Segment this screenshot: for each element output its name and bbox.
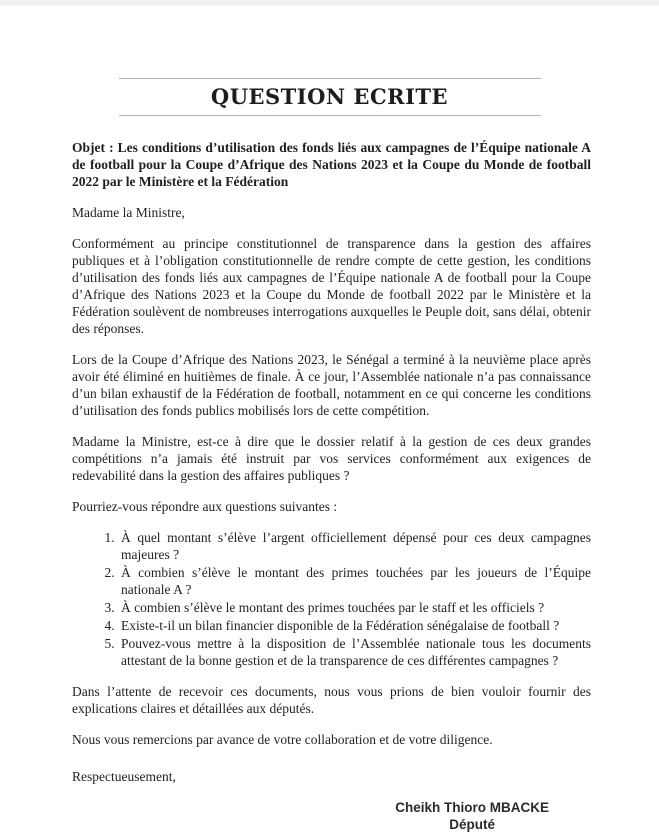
signature-name: Cheikh Thioro MBACKE xyxy=(395,800,549,816)
letter-body xyxy=(0,139,659,833)
subject-line: Objet : Les conditions d’utilisation des fonds liés aux campagnes de l’Équipe nationale A de football pour la Coupe d’Afrique des Nations 2023 et la Coupe du Monde de football 2022 par le Ministère et la Fédération xyxy=(72,140,591,190)
closing-paragraph: Dans l’attente de recevoir ces documents, nous vous prions de bien vouloir fournir des explications claires et détaillées aux députés. xyxy=(72,684,591,717)
paragraph: Conformément au principe constitutionnel de transparence dans la gestion des affaires publiques et à l’obligation constitutionnelle de rendre compte de cette gestion, les conditions d’utilisation des fonds liés aux campagnes de l’Équipe nationale A de football pour la Coupe d’Afrique des Nations 2023 et la Coupe du Monde de football 2022 par le Ministère et la Fédération soulèvent de nombreuses interrogations auxquelles le Peuple doit, sans délai, obtenir des réponses. xyxy=(72,236,591,337)
page-title: QUESTION ECRITE xyxy=(210,84,449,109)
paragraph: Lors de la Coupe d’Afrique des Nations 2023, le Sénégal a terminé à la neuvième place après avoir été éliminé en huitièmes de finale. À ce jour, l’Assemblée nationale n’a pas connaissance d’un bilan exhaustif de la Fédération de football, notamment en ce qui concerne les conditions d’utilisation des fonds publics mobilisés lors de cette compétition. xyxy=(72,352,591,419)
closing-paragraph: Nous vous remercions par avance de votre collaboration et de votre diligence. xyxy=(72,732,493,748)
question-item: 2. À combien s’élève le montant des primes touchées par les joueurs de l’Équipe nationale A ? xyxy=(118,564,591,598)
scan-top-edge xyxy=(0,0,659,6)
question-item: 1. À quel montant s’élève l’argent officiellement dépensé pour ces deux campagnes majeures ? xyxy=(118,529,591,563)
signature-role: Député xyxy=(449,817,495,833)
title-block xyxy=(119,78,541,116)
valediction: Respectueusement, xyxy=(72,769,176,785)
questions-intro: Pourriez-vous répondre aux questions suivantes : xyxy=(72,499,338,515)
question-item: 4. Existe-t-il un bilan financier disponible de la Fédération sénégalaise de football ? xyxy=(118,617,591,634)
questions-list xyxy=(72,529,591,669)
paragraph: Madame la Ministre, est-ce à dire que le dossier relatif à la gestion de ces deux grandes compétitions n’a jamais été instruit par vos services conformément aux exigences de redevabilité dans la gestion des affaires publiques ? xyxy=(72,434,591,484)
signature-row xyxy=(72,799,591,833)
question-item: 3. À combien s’élève le montant des primes touchées par le staff et les officiels ? xyxy=(118,599,591,616)
question-item: 5. Pouvez-vous mettre à la disposition de l’Assemblée nationale tous les documents attestant de la bonne gestion et de la transparence de ces différentes campagnes ? xyxy=(118,635,591,669)
signature-block xyxy=(395,799,549,833)
salutation: Madame la Ministre, xyxy=(72,205,185,221)
